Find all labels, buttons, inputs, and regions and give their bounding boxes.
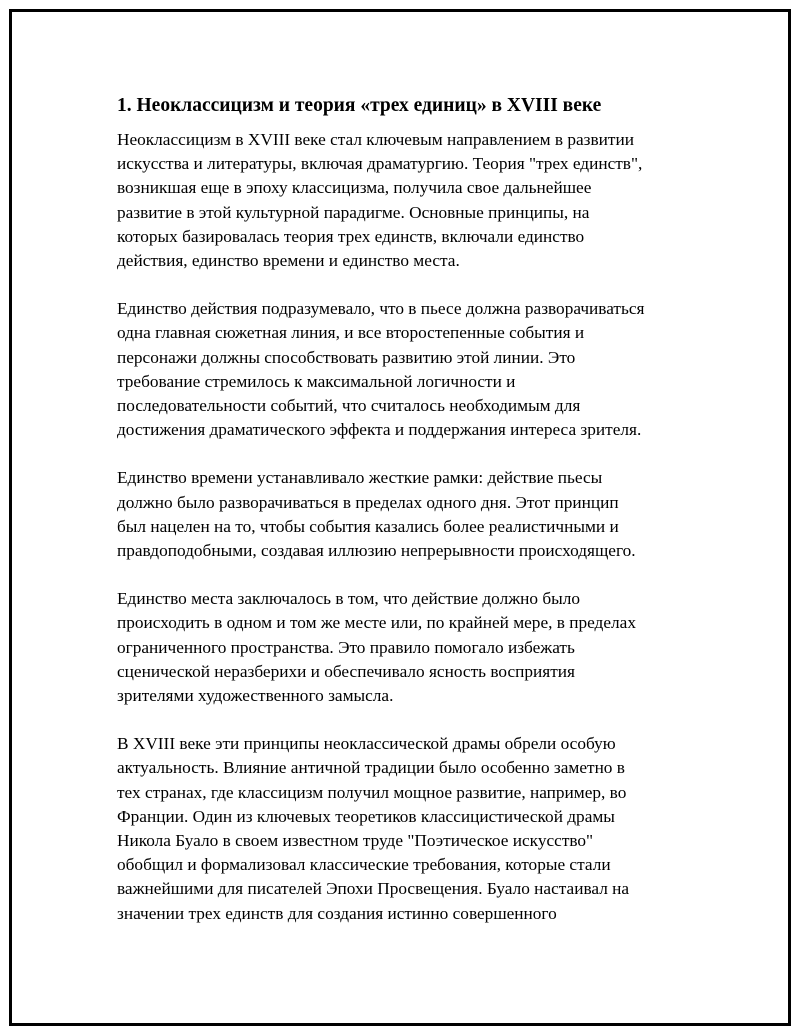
text-line: Единство места заключалось в том, что действие должно было [117,589,581,609]
text-line: действия, единство времени и единство места. [117,251,460,271]
text-line: которых базировалась теория трех единств, включали единство [117,226,585,246]
text-line: Неоклассицизм в XVIII веке стал ключевым направлением в развитии [117,130,634,149]
text-line: правдоподобными, создавая иллюзию непрерывности происходящего. [117,541,636,561]
text-line: происходить в одном и том же месте или, по крайней мере, в пределах [117,613,636,633]
paragraph [117,587,697,708]
text-line: одна главная сюжетная линия, и все второстепенные события и [117,323,585,343]
text-line: достижения драматического эффекта и поддержания интереса зрителя. [117,420,642,440]
paragraph [117,128,697,273]
text-line: возникшая еще в эпоху классицизма, получила свое дальнейшее [117,178,592,198]
text-line: требование стремилось к максимальной логичности и [117,371,516,391]
text-line: зрителями художественного замысла. [117,686,394,706]
section-heading: 1. Неоклассицизм и теория «трех единиц» в XVIII веке [117,95,602,116]
text-line: ограниченного пространства. Это правило помогало избежать [117,637,575,657]
text-line: В XVIII веке эти принципы неоклассической драмы обрели особую [117,734,616,754]
text-line: актуальность. Влияние античной традиции было особенно заметно в [117,758,625,778]
text-line: важнейшими для писателей Эпохи Просвещения. Буало настаивал на [117,879,630,899]
text-line: Единство действия подразумевало, что в пьесе должна разворачиваться [117,299,645,319]
document-body [117,92,697,950]
text-line: тех странах, где классицизм получил мощное развитие, например, во [117,782,627,802]
text-line: обобщил и формализовал классические требования, которые стали [117,855,611,875]
text-line: искусства и литературы, включая драматургию. Теория "трех единств", [117,154,643,174]
text-line: был нацелен на то, чтобы события казались более реалистичными и [117,516,619,536]
paragraph [117,297,697,442]
text-line: должно было разворачиваться в пределах одного дня. Этот принцип [117,492,619,512]
text-line: Франции. Один из ключевых теоретиков классицистической драмы [117,806,615,826]
text-line: последовательности событий, что считалось необходимым для [117,396,581,416]
text-line: развитие в этой культурной парадигме. Основные принципы, на [117,202,590,222]
text-line: сценической неразберихи и обеспечивало ясность восприятия [117,661,575,681]
text-line: персонажи должны способствовать развитию этой линии. Это [117,347,576,367]
paragraph [117,466,697,563]
text-line: Единство времени устанавливало жесткие рамки: действие пьесы [117,468,603,488]
text-line: значении трех единств для создания истинно совершенного [117,903,557,923]
text-line: Никола Буало в своем известном труде "Поэтическое искусство" [117,831,594,851]
paragraph [117,732,697,926]
